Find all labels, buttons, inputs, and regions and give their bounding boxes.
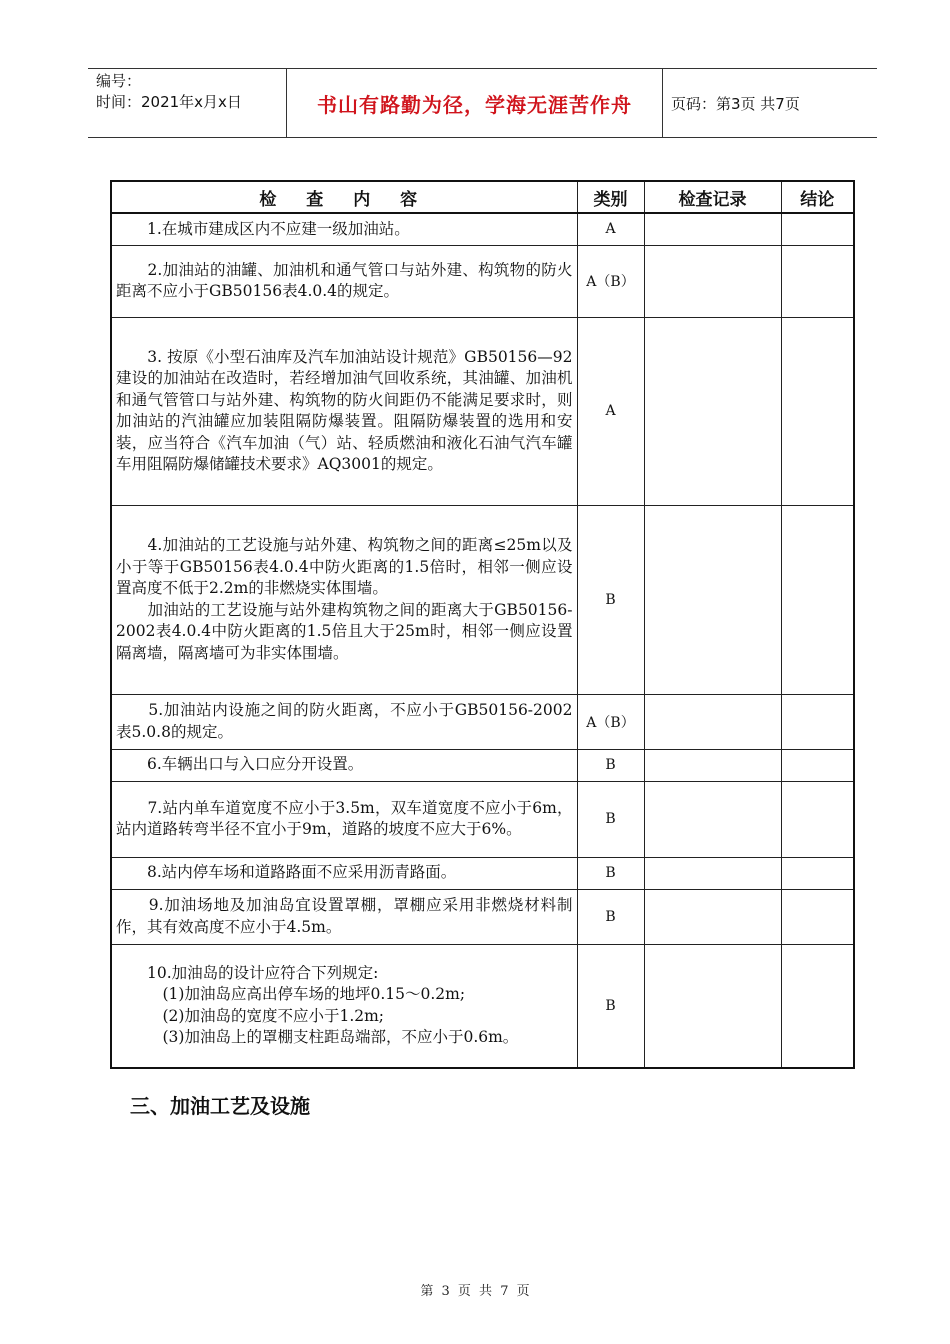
row-category: A（B） xyxy=(577,694,644,749)
row-category: B xyxy=(577,781,644,857)
header-content: 检 查 内 容 xyxy=(111,181,577,213)
table-row xyxy=(111,213,854,245)
document-number-label: 编号： xyxy=(96,72,142,90)
page-header xyxy=(88,68,877,138)
table-row xyxy=(111,749,854,781)
row-content: 5.加油站内设施之间的防火距离，不应小于GB50156-2002表5.0.8的规定。 xyxy=(111,694,577,749)
row-category: B xyxy=(577,857,644,889)
inspection-table xyxy=(110,180,855,1069)
header-motto: 书山有路勤为径，学海无涯苦作舟 xyxy=(286,69,663,137)
row-record[interactable] xyxy=(644,317,781,505)
row-conclusion[interactable] xyxy=(781,889,854,944)
row-conclusion[interactable] xyxy=(781,213,854,245)
row-content: 7.站内单车道宽度不应小于3.5m，双车道宽度不应小于6m，站内道路转弯半径不宜小于9m，道路的坡度不应大于6%。 xyxy=(111,781,577,857)
table-row xyxy=(111,694,854,749)
row-conclusion[interactable] xyxy=(781,505,854,694)
header-record: 检查记录 xyxy=(644,181,781,213)
row-record[interactable] xyxy=(644,694,781,749)
row-conclusion[interactable] xyxy=(781,944,854,1068)
row-record[interactable] xyxy=(644,213,781,245)
row-category: B xyxy=(577,944,644,1068)
header-page-info: 页码：第3页 共7页 xyxy=(671,94,800,113)
row-content: 1.在城市建成区内不应建一级加油站。 xyxy=(111,213,577,245)
row-category: B xyxy=(577,505,644,694)
table-row xyxy=(111,944,854,1068)
row-record[interactable] xyxy=(644,245,781,317)
row-content: 4.加油站的工艺设施与站外建、构筑物之间的距离≤25m以及小于等于GB50156表4.0.4中防火距离的1.5倍时，相邻一侧应设置高度不低于2.2m的非燃烧实体围墙。 加油站的工艺设施与站外建构筑物之间的距离大于GB50156-2002表4.0.4中防火距离的1.5倍且大于25m时，相邻一侧应设置隔离墙，隔离墙可为非实体围墙。 xyxy=(111,505,577,694)
table-row xyxy=(111,317,854,505)
row-category: A（B） xyxy=(577,245,644,317)
table-row xyxy=(111,889,854,944)
row-conclusion[interactable] xyxy=(781,317,854,505)
row-record[interactable] xyxy=(644,889,781,944)
row-record[interactable] xyxy=(644,944,781,1068)
row-record[interactable] xyxy=(644,749,781,781)
header-meta xyxy=(88,69,286,137)
row-content: 6.车辆出口与入口应分开设置。 xyxy=(111,749,577,781)
page-footer: 第 3 页 共 7 页 xyxy=(420,1284,530,1299)
table-row xyxy=(111,857,854,889)
row-conclusion[interactable] xyxy=(781,245,854,317)
row-content: 10.加油岛的设计应符合下列规定: (1)加油岛应高出停车场的地坪0.15～0.2m; (2)加油岛的宽度不应小于1.2m; (3)加油岛上的罩棚支柱距岛端部，不应小于0.6m。 xyxy=(111,944,577,1068)
row-category: A xyxy=(577,317,644,505)
row-category: B xyxy=(577,749,644,781)
table-row xyxy=(111,781,854,857)
row-conclusion[interactable] xyxy=(781,857,854,889)
document-time-label: 时间：2021年x月x日 xyxy=(96,93,242,111)
row-record[interactable] xyxy=(644,781,781,857)
row-content: 9.加油场地及加油岛宜设置罩棚，罩棚应采用非燃烧材料制作，其有效高度不应小于4.5m。 xyxy=(111,889,577,944)
header-category: 类别 xyxy=(577,181,644,213)
table-header-row xyxy=(111,181,854,213)
row-record[interactable] xyxy=(644,505,781,694)
row-conclusion[interactable] xyxy=(781,749,854,781)
row-conclusion[interactable] xyxy=(781,694,854,749)
row-conclusion[interactable] xyxy=(781,781,854,857)
row-content: 8.站内停车场和道路路面不应采用沥青路面。 xyxy=(111,857,577,889)
section-title: 三、加油工艺及设施 xyxy=(130,1094,310,1118)
header-conclusion: 结论 xyxy=(781,181,854,213)
row-content: 3. 按原《小型石油库及汽车加油站设计规范》GB50156—92建设的加油站在改造时，若经增加油气回收系统，其油罐、加油机和通气管管口与站外建、构筑物的防火间距仍不能满足要求时，则加油站的汽油罐应加装阻隔防爆装置。阻隔防爆装置的选用和安装，应当符合《汽车加油（气）站、轻质燃油和液化石油气汽车罐车用阻隔防爆储罐技术要求》AQ3001的规定。 xyxy=(111,317,577,505)
row-category: B xyxy=(577,889,644,944)
row-category: A xyxy=(577,213,644,245)
row-content: 2.加油站的油罐、加油机和通气管口与站外建、构筑物的防火距离不应小于GB50156表4.0.4的规定。 xyxy=(111,245,577,317)
row-record[interactable] xyxy=(644,857,781,889)
table-row xyxy=(111,505,854,694)
table-row xyxy=(111,245,854,317)
